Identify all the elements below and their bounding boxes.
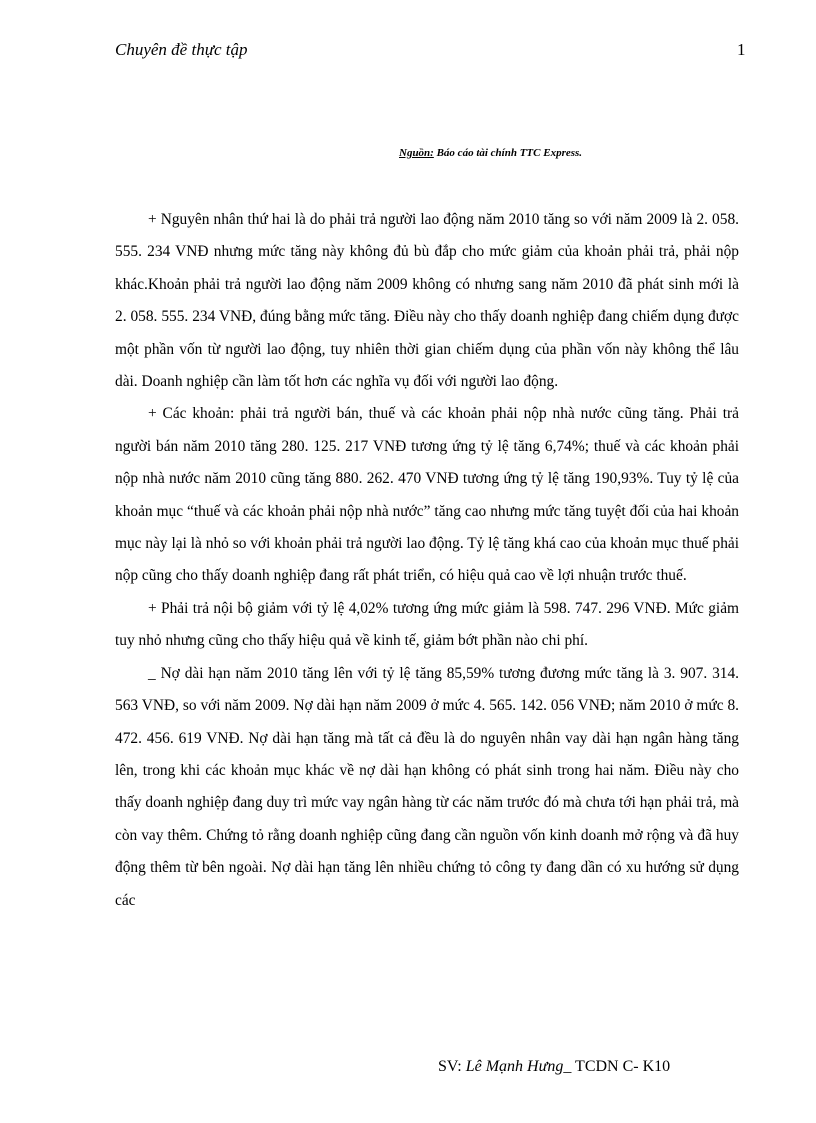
paragraph-supplier-tax-payables: + Các khoản: phải trả người bán, thuế và các khoản phải nộp nhà nước cũng tăng. Phải trả người bán năm 2010 tăng 280. 125. 217 VNĐ tương ứng tỷ lệ tăng 6,74%; thuế và các khoản phải nộp nhà nước năm 2010 cũng tăng 880. 262. 470 VNĐ tương ứng tỷ lệ tăng 190,93%. Tuy tỷ lệ của khoản mục “thuế và các khoản phải nộp nhà nước” tăng cao nhưng mức tăng tuyệt đối của hai khoản mục này lại là nhỏ so với khoản phải trả người lao động. Tỷ lệ tăng khá cao của khoản mục thuế phải nộp cũng cho thấy doanh nghiệp đang rất phát triển, có hiệu quả cao về lợi nhuận trước thuế. [115,405,739,585]
running-header-title: Chuyên đề thực tập [115,40,248,59]
footer-prefix: SV: [438,1058,466,1075]
source-note [399,147,582,159]
page-number: 1 [737,40,746,59]
student-name: Lê Mạnh Hưng [465,1058,564,1075]
source-text: Báo cáo tài chính TTC Express. [433,147,583,159]
paragraph-internal-payables: + Phải trả nội bộ giảm với tỷ lệ 4,02% tương ứng mức giảm là 598. 747. 296 VNĐ. Mức giảm tuy nhỏ nhưng cũng cho thấy hiệu quả về kinh tế, giảm bớt phần nào chi phí. [115,599,739,650]
source-label: Nguồn: [399,147,434,159]
footer-signature [438,1058,670,1076]
body-text [115,204,739,917]
footer-class: _ TCDN C- K10 [563,1058,671,1075]
paragraph-employee-payables: + Nguyên nhân thứ hai là do phải trả người lao động năm 2010 tăng so với năm 2009 là 2. 058. 555. 234 VNĐ nhưng mức tăng này không đủ bù đắp cho mức giảm của khoản phải trả, phải nộp khác.Khoản phải trả người lao động năm 2009 không có nhưng sang năm 2010 đã phát sinh mới là 2. 058. 555. 234 VNĐ, đúng bằng mức tăng. Điều này cho thấy doanh nghiệp đang chiếm dụng được một phần vốn từ người lao động, tuy nhiên thời gian chiếm dụng của phần vốn này không thể lâu dài. Doanh nghiệp cần làm tốt hơn các nghĩa vụ đối với người lao động. [115,211,739,391]
paragraph-long-term-debt: _ Nợ dài hạn năm 2010 tăng lên với tỷ lệ tăng 85,59% tương đương mức tăng là 3. 907. 314. 563 VNĐ, so với năm 2009. Nợ dài hạn năm 2009 ở mức 4. 565. 142. 056 VNĐ; năm 2010 ở mức 8. 472. 456. 619 VNĐ. Nợ dài hạn tăng mà tất cả đều là do nguyên nhân vay dài hạn ngân hàng tăng lên, trong khi các khoản mục khác về nợ dài hạn không có phát sinh trong hai năm. Điều này cho thấy doanh nghiệp đang duy trì mức vay ngân hàng từ các năm trước đó mà chưa tới hạn phải trả, mà còn vay thêm. Chứng tỏ rằng doanh nghiệp cũng đang cần nguồn vốn kinh doanh mở rộng và đã huy động thêm từ bên ngoài. Nợ dài hạn tăng lên nhiều chứng tỏ công ty đang dần có xu hướng sử dụng các [115,664,739,909]
